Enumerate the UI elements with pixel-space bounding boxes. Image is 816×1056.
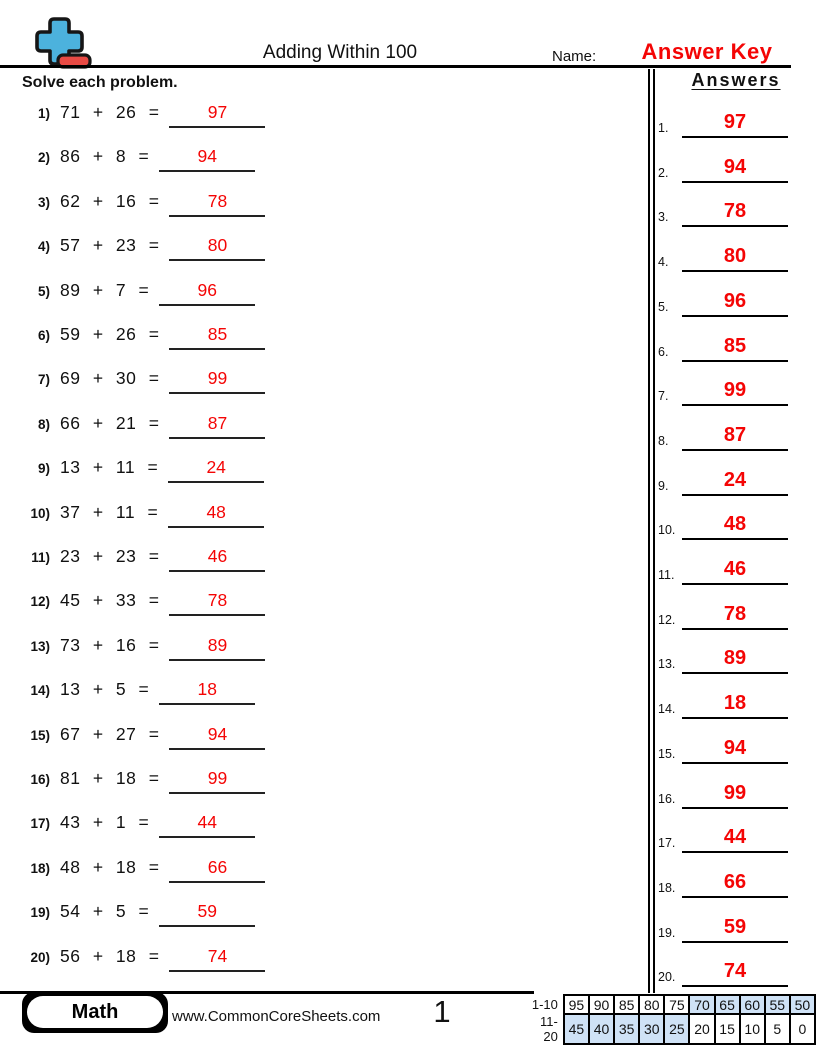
problem-number: 9): [37, 461, 50, 477]
problem-expression: 89 + 7 =: [60, 279, 150, 300]
problem-row: [20, 679, 320, 705]
score-row: [528, 995, 815, 1014]
answer-number: 1.: [658, 121, 669, 135]
problem-number: 10): [30, 505, 50, 521]
problem-expression: 71 + 26 =: [60, 102, 160, 122]
problem-expression: 37 + 11 =: [60, 501, 159, 522]
score-table: [528, 994, 816, 1045]
answer-number: 16.: [658, 791, 676, 806]
problem-row: [20, 146, 320, 172]
answer-value-line: 48: [682, 513, 788, 540]
answer-row: [656, 864, 796, 898]
problem-expression: 54 + 5 =: [60, 901, 150, 922]
answer-value-line: 44: [682, 826, 788, 853]
answer-row: [656, 372, 796, 406]
problem-number: 8): [37, 416, 50, 432]
problem-answer-line: 59: [159, 901, 255, 927]
answer-row: [656, 238, 796, 272]
answer-row: [656, 685, 796, 719]
problem-answer-line: 66: [169, 857, 265, 883]
score-cell: 10: [740, 1014, 765, 1044]
problem-answer-line: 46: [169, 546, 265, 572]
problem-number: 3): [37, 194, 50, 210]
answer-value-line: 99: [682, 379, 788, 406]
answer-number: 14.: [658, 702, 676, 717]
answer-row: [656, 596, 796, 630]
answer-row: [656, 953, 796, 987]
problem-answer-line: 94: [159, 146, 255, 172]
problem-number: 5): [37, 283, 50, 299]
score-cell: 15: [715, 1014, 740, 1044]
answer-value-line: 18: [682, 692, 788, 719]
answer-value-line: 89: [682, 647, 788, 674]
answer-row: [656, 909, 796, 943]
answers-column-divider: [648, 69, 655, 993]
header-rule: [0, 65, 791, 68]
problem-answer-line: 96: [159, 280, 255, 306]
problem-number: 19): [30, 905, 50, 921]
instructions-text: Solve each problem.: [22, 74, 178, 91]
score-cell: 80: [639, 995, 664, 1014]
problem-number: 17): [30, 816, 50, 832]
subject-badge: [22, 992, 168, 1033]
answer-number: 9.: [658, 478, 669, 493]
answer-row: [656, 506, 796, 540]
answer-row: [656, 730, 796, 764]
worksheet-title: Adding Within 100: [262, 42, 418, 63]
answer-number: 5.: [658, 299, 669, 314]
problem-number: 12): [30, 594, 50, 610]
problem-number: 13): [30, 638, 50, 654]
answer-value-line: 96: [682, 290, 788, 317]
answer-number: 3.: [658, 210, 669, 225]
problem-expression: 73 + 16 =: [60, 634, 160, 655]
problem-row: [20, 102, 320, 128]
problem-answer-line: 99: [169, 368, 265, 394]
problem-number: 7): [37, 372, 50, 388]
problem-row: [20, 946, 320, 972]
answer-value-line: 78: [682, 200, 788, 227]
answer-number: 11.: [658, 568, 675, 582]
problem-answer-line: 78: [169, 590, 265, 616]
answers-heading: Answers: [691, 70, 781, 90]
problem-expression: 62 + 16 =: [60, 190, 160, 211]
score-row: [528, 1014, 815, 1044]
problem-row: [20, 457, 320, 483]
score-cell: 45: [564, 1014, 589, 1044]
problem-number: 20): [30, 949, 50, 965]
problem-number: 4): [37, 239, 50, 255]
answer-number: 4.: [658, 255, 669, 270]
name-label: Name:: [552, 48, 597, 65]
problem-row: [20, 812, 320, 838]
answer-number: 18.: [658, 880, 676, 895]
score-cell: 50: [790, 995, 815, 1014]
answer-value-line: 80: [682, 245, 788, 272]
problem-expression: 66 + 21 =: [60, 412, 160, 433]
problem-answer-line: 44: [159, 812, 255, 838]
answer-value-line: 74: [682, 960, 788, 987]
problem-row: [20, 413, 320, 439]
problem-expression: 48 + 18 =: [60, 856, 160, 877]
answer-value-line: 24: [682, 469, 788, 496]
answer-number: 15.: [658, 746, 676, 761]
problem-expression: 67 + 27 =: [60, 723, 160, 744]
score-cell: 65: [715, 995, 740, 1014]
answer-value-line: 66: [682, 871, 788, 898]
problem-number: 2): [37, 150, 50, 166]
problem-number: 11): [31, 550, 50, 565]
answer-value-line: 87: [682, 424, 788, 451]
answer-number: 17.: [658, 836, 676, 851]
problem-answer-line: 85: [169, 324, 265, 350]
score-cell: 90: [589, 995, 614, 1014]
score-cell: 35: [614, 1014, 639, 1044]
answer-row: [656, 819, 796, 853]
score-cell: 75: [664, 995, 689, 1014]
problem-row: [20, 857, 320, 883]
problem-answer-line: 24: [168, 457, 264, 483]
answer-row: [656, 104, 796, 138]
problem-answer-line: 94: [169, 724, 265, 750]
problem-expression: 57 + 23 =: [60, 235, 160, 256]
problem-number: 14): [30, 683, 50, 699]
website-url: www.CommonCoreSheets.com: [172, 1008, 381, 1025]
problem-row: [20, 368, 320, 394]
answer-number: 20.: [658, 970, 676, 985]
problem-answer-line: 78: [169, 191, 265, 217]
problem-expression: 86 + 8 =: [60, 146, 150, 167]
answer-value-line: 78: [682, 603, 788, 630]
problem-expression: 69 + 30 =: [60, 368, 160, 389]
problem-expression: 81 + 18 =: [60, 768, 160, 788]
problem-row: [20, 635, 320, 661]
problem-expression: 56 + 18 =: [60, 945, 160, 966]
answer-number: 8.: [658, 433, 669, 448]
problem-row: [20, 590, 320, 616]
problem-expression: 13 + 5 =: [60, 679, 150, 700]
score-cell: 55: [765, 995, 790, 1014]
score-cell: 85: [614, 995, 639, 1014]
problem-number: 1): [37, 106, 50, 121]
problem-number: 18): [30, 860, 50, 876]
answer-row: [656, 283, 796, 317]
problem-row: [20, 191, 320, 217]
problem-answer-line: 99: [169, 768, 265, 794]
problem-number: 16): [30, 772, 50, 787]
answer-number: 19.: [658, 925, 676, 940]
answer-row: [656, 462, 796, 496]
answer-row: [656, 775, 796, 809]
problem-row: [20, 324, 320, 350]
problem-row: [20, 724, 320, 750]
problem-answer-line: 18: [159, 679, 255, 705]
score-cell: 30: [639, 1014, 664, 1044]
problem-answer-line: 74: [169, 946, 265, 972]
score-cell: 0: [790, 1014, 815, 1044]
problem-expression: 13 + 11 =: [60, 457, 159, 478]
problem-expression: 23 + 23 =: [60, 546, 160, 566]
answer-row: [656, 149, 796, 183]
answer-number: 2.: [658, 165, 669, 180]
name-value-answer-key: Answer Key: [641, 39, 773, 64]
score-cell: 60: [740, 995, 765, 1014]
plus-minus-logo-icon: [31, 15, 97, 71]
answer-value-line: 94: [682, 156, 788, 183]
score-cell: 25: [664, 1014, 689, 1044]
problem-row: [20, 546, 320, 572]
answer-row: [656, 193, 796, 227]
score-cell: 20: [689, 1014, 714, 1044]
answer-row: [656, 417, 796, 451]
score-cell: 95: [564, 995, 589, 1014]
problem-row: [20, 280, 320, 306]
answer-number: 12.: [658, 612, 676, 627]
problem-answer-line: 48: [168, 502, 264, 528]
answer-row: [656, 328, 796, 362]
answer-row: [656, 640, 796, 674]
page-number: 1: [433, 994, 451, 1029]
score-cell: 70: [689, 995, 714, 1014]
problem-expression: 59 + 26 =: [60, 324, 160, 344]
answer-row: [656, 551, 796, 585]
answer-number: 10.: [658, 523, 676, 538]
answer-value-line: 94: [682, 737, 788, 764]
problem-row: [20, 235, 320, 261]
score-cell: 40: [589, 1014, 614, 1044]
problem-answer-line: 97: [169, 102, 265, 128]
problem-answer-line: 80: [169, 235, 265, 261]
answer-value-line: 97: [682, 111, 788, 138]
problem-row: [20, 768, 320, 794]
problem-row: [20, 502, 320, 528]
subject-badge-label: Math: [27, 996, 163, 1028]
problem-row: [20, 901, 320, 927]
answer-value-line: 99: [682, 782, 788, 809]
score-row-label: 1-10: [531, 997, 558, 1012]
answer-number: 7.: [658, 389, 669, 404]
answer-number: 6.: [658, 344, 669, 359]
answer-value-line: 85: [682, 335, 788, 362]
problem-expression: 45 + 33 =: [60, 590, 160, 611]
score-row-label: 11-20: [540, 1014, 558, 1044]
answer-value-line: 59: [682, 916, 788, 943]
problem-expression: 43 + 1 =: [60, 812, 150, 833]
problem-answer-line: 87: [169, 413, 265, 439]
problem-number: 6): [37, 328, 50, 343]
problem-number: 15): [30, 727, 50, 743]
problem-answer-line: 89: [169, 635, 265, 661]
answer-value-line: 46: [682, 558, 788, 585]
score-cell: 5: [765, 1014, 790, 1044]
answer-number: 13.: [658, 657, 676, 672]
